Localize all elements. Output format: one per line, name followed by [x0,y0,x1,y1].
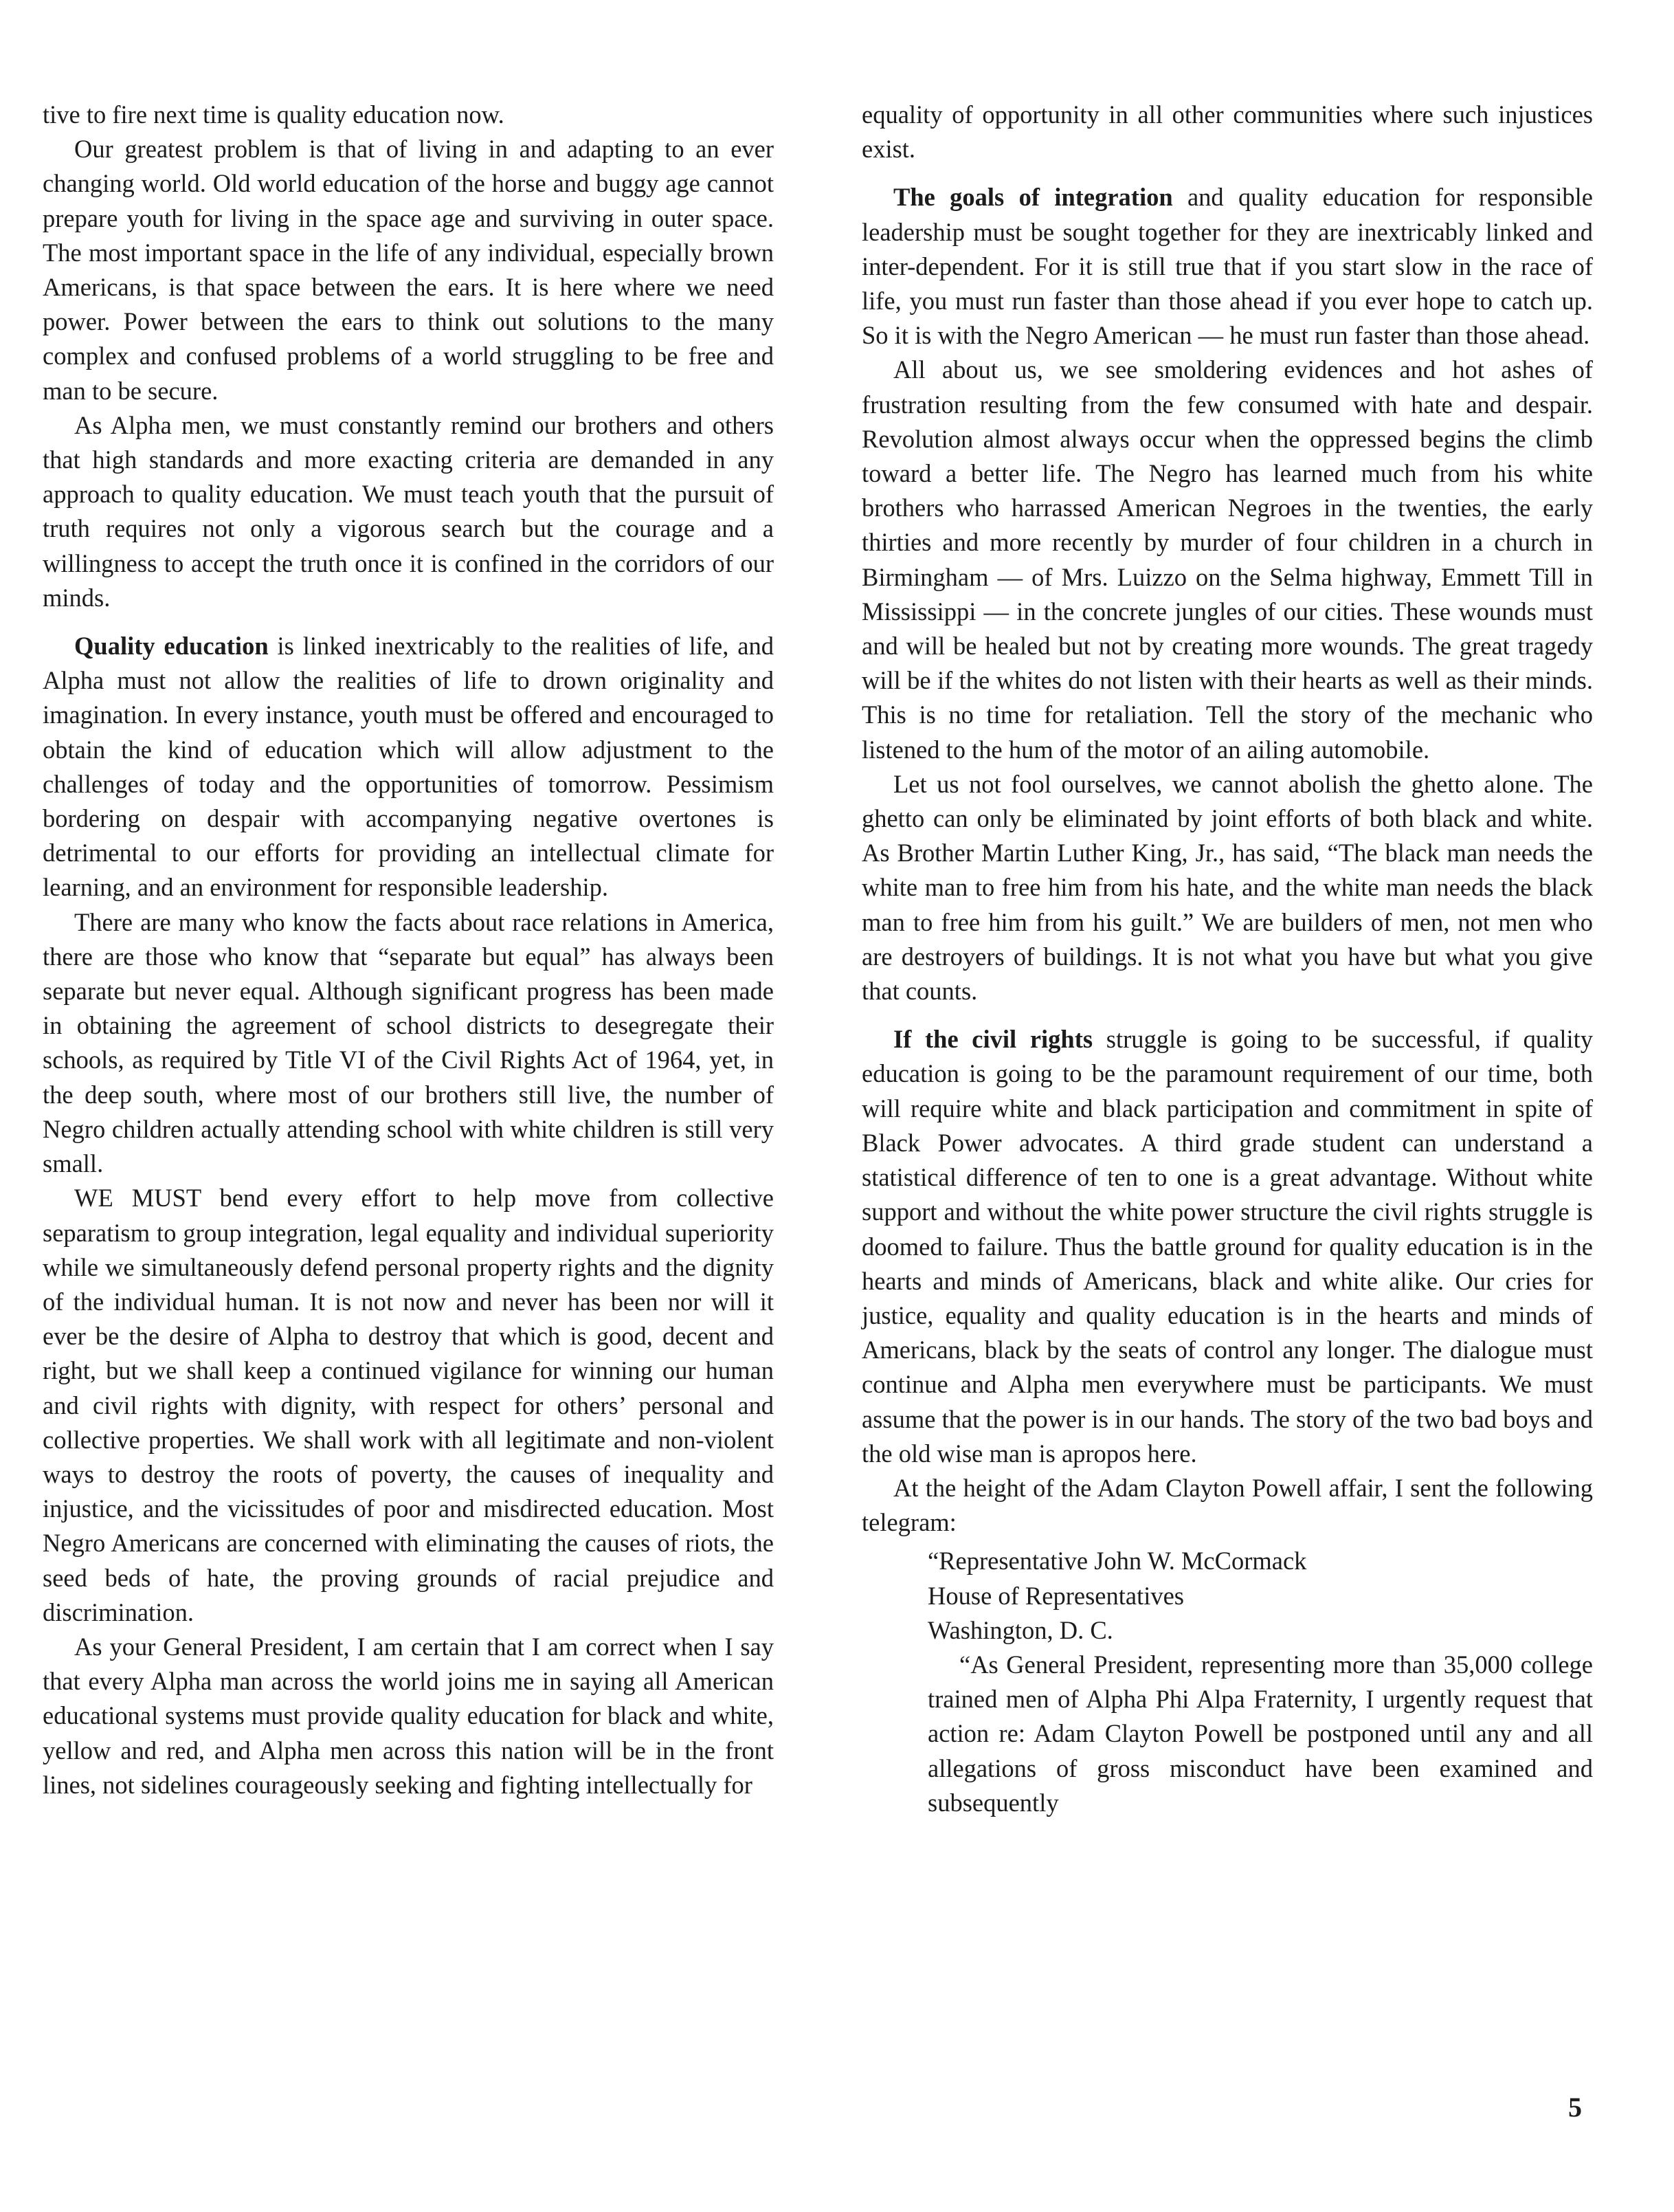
address-line: House of Representatives [928,1581,1185,1610]
paragraph-all-about-us: All about us, we see smoldering evidences and hot ashes of frustration resulting from the few consumed with hate and despair. Revolution almost always occur when the oppressed begins the climb toward a better life. The Negro has learned much from his white brothers who harrassed American Negroes in the twenties, the early thirties and more recently by murder of four children in a church in Birmingham — of Mrs. Luizzo on the Selma highway, Emmett Till in Mississippi — in the concrete jungles of our cities. These wounds must and will be healed but not by creating more wounds. The great tragedy will be if the whites do not listen with their hearts as well as their minds. This is no time for retaliation. Tell the story of the mechanic who listened to the hum of the motor of an ailing automobile. [862,355,1593,764]
telegram-address [862,1544,1593,1648]
paragraph-quality-education [43,629,774,905]
paragraph-quality-education-text: is linked inextricably to the realities of life, and Alpha must not allow the realities of life to drown originality and imagination. In every instance, youth must be offered and encouraged to obtain the kind of education which will allow adjustment to the challenges of today and the opportunities of tomorrow. Pessimism bordering on despair with accompanying negative overtones is detrimental to our efforts for providing an intellectual climate for learning, and an environment for responsible leadership. [43,632,774,902]
paragraph-goals-text: and quality education for responsible leadership must be sought together for they are inextricably linked and inter-dependent. For it is still true that if you start slow in the race of life, you must run faster than those ahead if you ever hope to catch up. So it is with the Negro American — he must run faster than those ahead. [862,183,1594,350]
telegram-body: “As General President, representing more than 35,000 college trained men of Alpha Phi Alpa Fraternity, I urgently request that action re: Adam Clayton Powell be postponed until any and all allegations of gross misconduct have been examined and subsequently [928,1650,1593,1817]
run-in-heading-goals-of-integration: The goals of integration [893,183,1173,212]
left-column [43,98,774,1802]
page-number: 5 [1568,2092,1582,2123]
paragraph-civil-rights [862,1022,1593,1471]
right-column [862,98,1593,1820]
paragraph-general-president: As your General President, I am certain that I am correct when I say that every Alpha man across the world joins me in saying all American educational systems must provide quality education for black and white, yellow and red, and Alpha men across this nation will be in the front lines, not sidelines courageously seeking and fighting intellectually for [43,1632,774,1799]
paragraph-continuation: tive to fire next time is quality education now. [43,100,504,129]
paragraph-alpha-men: As Alpha men, we must constantly remind our brothers and others that high standards and more exacting criteria are demanded in any approach to quality education. We must teach youth that the pursuit of truth requires not only a vigorous search but the courage and a willingness to accept the truth once it is confined in the corridors of our minds. [43,410,774,612]
address-line: Washington, D. C. [928,1615,1113,1644]
paragraph-civil-rights-text: struggle is going to be successful, if quality education is going to be the paramount requirement of our time, both will require white and black participation and commitment in spite of Black Power advocates. A third grade student can understand a statistical difference of ten to one is a great advantage. Without white support and without the white power structure the civil rights struggle is doomed to failure. Thus the battle ground for quality education is in the hearts and minds of Americans, black and white alike. Our cries for justice, equality and quality education is in the hearts and minds of Americans, black by the seats of control any longer. The dialogue must continue and Alpha men everywhere must be participants. We must assume that the power is in our hands. The story of the two bad boys and the old wise man is apropos here. [862,1025,1593,1468]
run-in-heading-civil-rights: If the civil rights [893,1025,1093,1054]
paragraph-continuation-right: equality of opportunity in all other communities where such injustices exist. [862,100,1593,164]
paragraph-greatest-problem: Our greatest problem is that of living in and adapting to an ever changing world. Old world education of the horse and buggy age cannot prepare youth for living in the space age and surviving in outer space. The most important space in the life of any individual, especially brown Americans, is that space between the ears. It is here where we need power. Power between the ears to think out solutions to the many complex and confused problems of a world struggling to be free and man to be secure. [43,135,774,405]
run-in-heading-quality-education: Quality education [74,632,269,661]
paragraph-telegram-intro: At the height of the Adam Clayton Powell affair, I sent the following telegram: [862,1473,1593,1537]
paragraph-race-relations: There are many who know the facts about race relations in America, there are those who know that “separate but equal” has always been separate but never equal. Although significant progress has been made in obtaining the agreement of school districts to desegregate their schools, as required by Title VI of the Civil Rights Act of 1964, yet, in the deep south, where most of our brothers still live, the number of Negro children actually attending school with white children is still very small. [43,907,774,1178]
address-line: “Representative John W. McCormack [928,1547,1307,1575]
paragraph-we-must: WE MUST bend every effort to help move from collective separatism to group integration, legal equality and individual superiority while we simultaneously defend personal property rights and the dignity of the individual human. It is not now and never has been nor will it ever be the desire of Alpha to destroy that which is good, decent and right, but we shall keep a continued vigilance for winning our human and civil rights with dignity, with respect for others’ personal and collective properties. We shall work with all legitimate and non-violent ways to destroy the roots of poverty, the causes of inequality and injustice, and the vicissitudes of poor and misdirected education. Most Negro Americans are concerned with eliminating the causes of riots, the seed beds of hate, the proving grounds of racial prejudice and discrimination. [43,1184,774,1626]
paragraph-ghetto: Let us not fool ourselves, we cannot abolish the ghetto alone. The ghetto can only be eliminated by joint efforts of both black and white. As Brother Martin Luther King, Jr., has said, “The black man needs the white man to free him from his hate, and the white man needs the black man to free him from his guilt.” We are builders of men, not men who are destroyers of buildings. It is not what you have but what you give that counts. [862,769,1593,1006]
paragraph-goals-of-integration [862,180,1593,353]
